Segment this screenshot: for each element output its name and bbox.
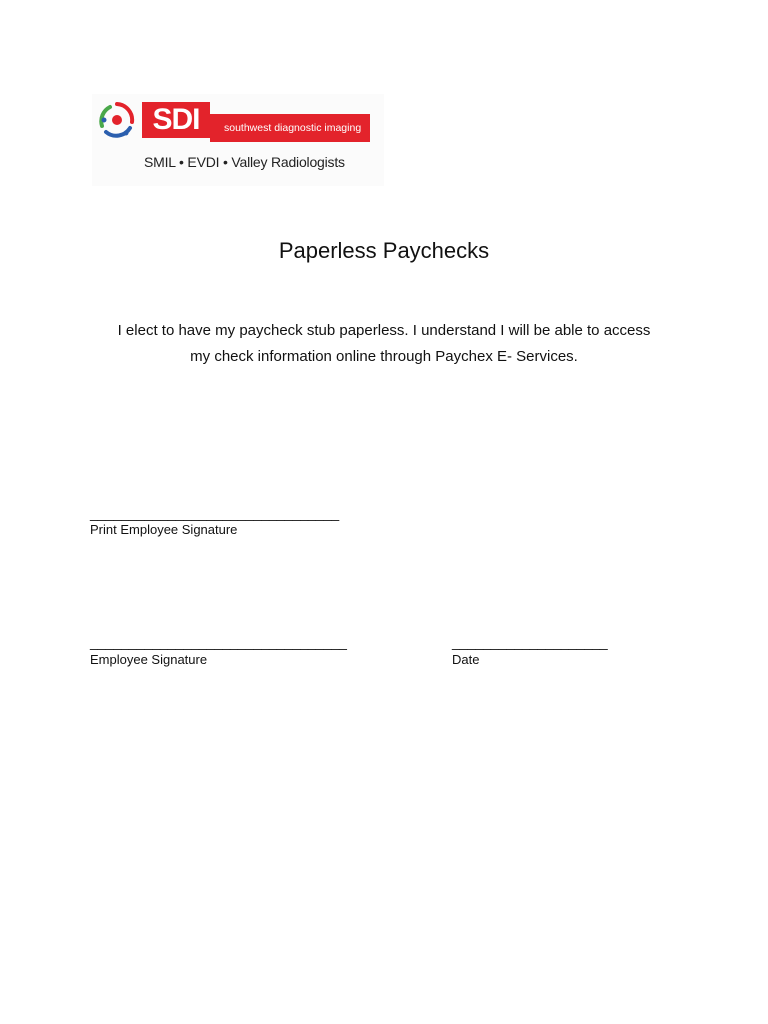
sdi-logo-mark-icon	[96, 100, 138, 140]
logo-wordmark	[142, 102, 210, 138]
logo-tagline: southwest diagnostic imaging	[224, 122, 362, 134]
logo-brand-text: SDI	[152, 103, 200, 136]
statement-line-2: my check information online through Paychex E- Services.	[190, 348, 578, 365]
company-logo	[92, 94, 384, 186]
statement-line-1: I elect to have my paycheck stub paperless. I understand I will be able to access	[117, 322, 651, 339]
employee-signature-line[interactable]: _________________________________	[90, 634, 347, 650]
logo-tagline-band	[210, 114, 370, 142]
date-label: Date	[452, 652, 480, 667]
election-statement	[84, 318, 684, 370]
document-title: Paperless Paychecks	[278, 238, 490, 263]
print-signature-line[interactable]: ________________________________	[90, 505, 340, 521]
logo-affiliates: SMIL • EVDI • Valley Radiologists	[144, 154, 345, 170]
print-signature-label: Print Employee Signature	[90, 522, 238, 537]
date-line[interactable]: ____________________	[452, 634, 608, 650]
employee-signature-label: Employee Signature	[90, 652, 208, 667]
